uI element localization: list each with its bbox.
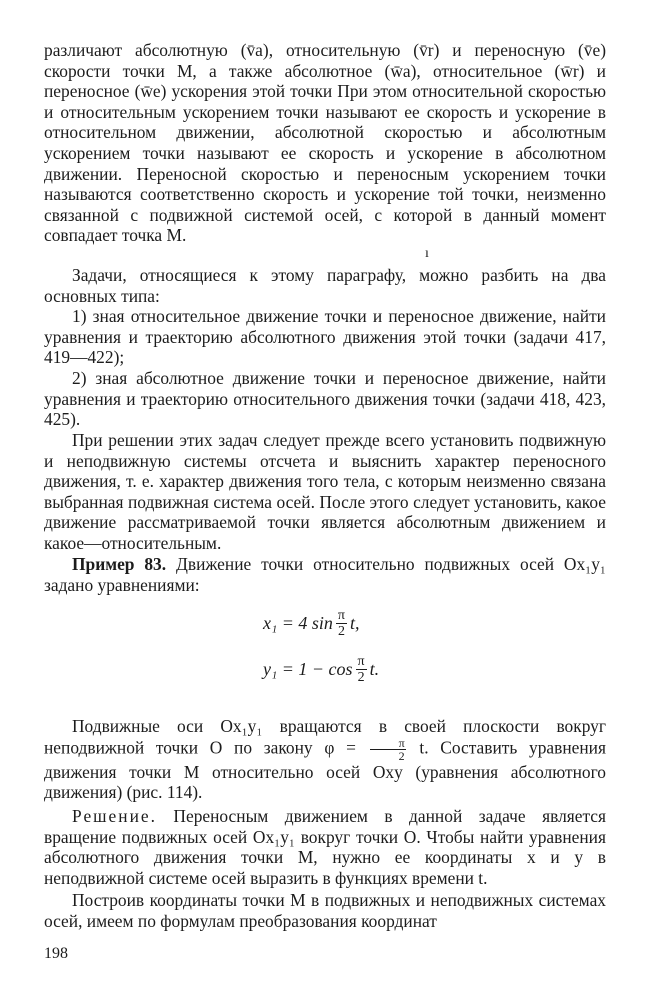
paragraph-problem-types-intro: Задачи, относящиеся к этому параграфу, можно разбить на два основных типа: — [44, 265, 606, 306]
paragraph-example-83: Пример 83. Движение точки относительно подвижных осей Ox₁y₁ задано уравнениями: — [44, 554, 606, 595]
formula-y1: y₁ = 1 − cos $\frac{\pi}{2}$ t. — [263, 654, 380, 685]
paragraph-type-2: 2) зная абсолютное движение точки и переносное движение, найти уравнения и траекторию относительного движения точки (задачи 418, 423, 425). — [44, 368, 606, 430]
solution-label: Решение. — [72, 806, 157, 826]
fraction-pi-over-2: $\frac{\pi}{2}$ — [370, 737, 406, 762]
paragraph-velocity-definitions: различают абсолютную (v̄a), относительную (v̄r) и переносную (v̄e) скорости точки M, а также абсолютное (w̄a), относительное (w̄r) и переносное (w̄e) ускорения этой точки При этом относительной скоростью и относительным ускорением точки называют ее скорость и ускорение в относительном движении, абсолютной скоростью и абсолютным ускорением точки называют ее скорость и ускорение в абсолютном движении. Переносной скоростью и переносным ускорением точки называются соответственно скорость и ускорение той точки, неизменно связанной с подвижной системой осей, с которой в данный момент совпадает точка M. — [44, 40, 606, 246]
paragraph-solution: Решение. Переносным движением в данной задаче является вращение подвижных осей Ox₁y₁ вокруг точки O. Чтобы найти уравнения абсолютного движения точки M, нужно ее координаты x и y в неподвижной системе осей выразить в функциях времени t. — [44, 806, 606, 888]
fraction-pi-over-2: $\frac{\pi}{2}$ — [357, 654, 365, 685]
paragraph-solution-approach: При решении этих задач следует прежде всего установить подвижную и неподвижную системы отсчета и выяснить характер переносного движения, т. е. характер движения того тела, с которым неизменно связана выбранная подвижная система осей. После этого следует установить, какое движение рассматриваемой точки является абсолютным движением и какое—относительным. — [44, 430, 606, 553]
paragraph-rotating-axes: Подвижные оси Ox₁y₁ вращаются в своей плоскости вокруг неподвижной точки O по закону φ = $\frac{\pi}{2}$ t. Составить уравнения движения точки M относительно осей Oxy (уравнения абсолютного движения) (рис. 114). — [44, 716, 606, 803]
formula-x1: x₁ = 4 sin $\frac{\pi}{2}$ t, — [263, 608, 360, 639]
paragraph-type-1: 1) зная относительное движение точки и переносное движение, найти уравнения и траекторию абсолютного движения этой точки (задачи 417, 419—422); — [44, 306, 606, 368]
page-number: 198 — [44, 945, 68, 962]
example-label: Пример 83. — [72, 554, 167, 574]
stray-mark: ı — [425, 246, 429, 261]
paragraph-coordinate-transform: Построив координаты точки M в подвижных и неподвижных системах осей, имеем по формулам преобразования координат — [44, 890, 606, 931]
fraction-pi-over-2: $\frac{\pi}{2}$ — [337, 608, 345, 639]
